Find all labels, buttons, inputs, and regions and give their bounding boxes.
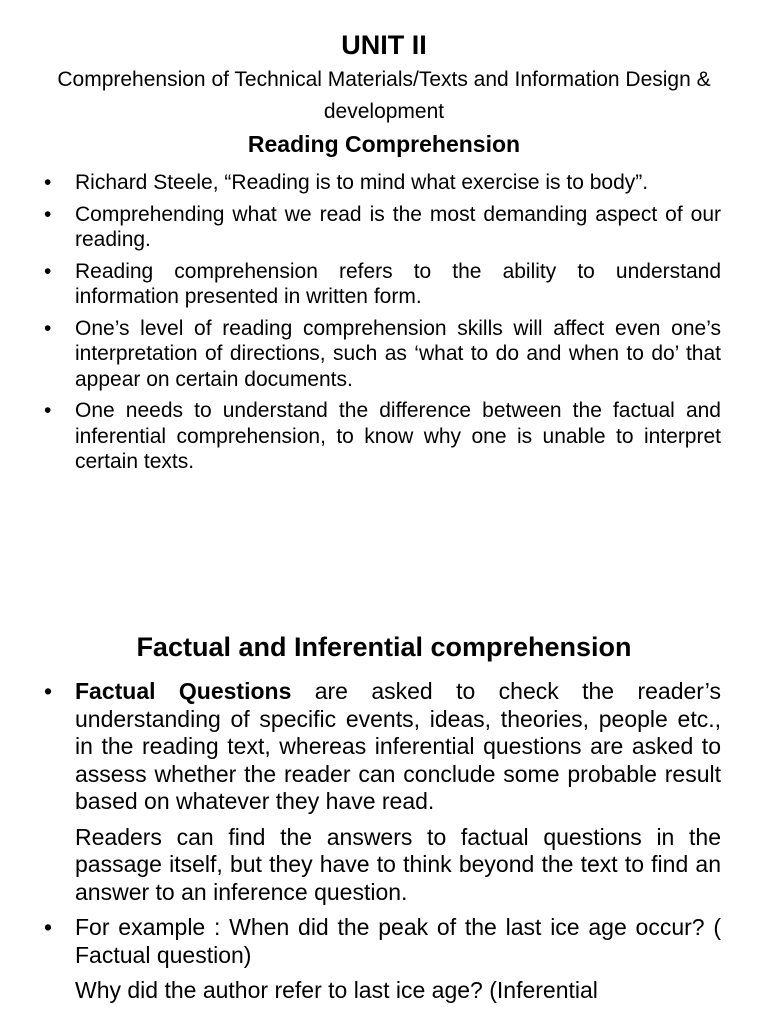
list-item xyxy=(0,170,721,196)
slide-factual-inferential xyxy=(0,610,768,1024)
list-item-continuation xyxy=(0,977,721,1005)
list-item xyxy=(0,259,721,310)
bullet-icon: • xyxy=(44,678,53,704)
list-item xyxy=(0,398,721,475)
list-item xyxy=(0,316,721,393)
list-item xyxy=(0,678,721,816)
bullet-icon: • xyxy=(44,399,52,422)
list-item-text: Richard Steele, “Reading is to mind what exercise is to body”. xyxy=(75,171,649,194)
factual-inferential-heading: Factual and Inferential comprehension xyxy=(136,632,632,662)
list-item-text: For example : When did the peak of the last ice age occur? ( Factual question) xyxy=(75,914,721,968)
bullet-icon: • xyxy=(44,316,52,340)
unit-title: UNIT II xyxy=(341,30,427,60)
list-item-text: are asked to check the reader’s understanding of specific events, ideas, theories, people etc., in the reading text, whereas inferential questions are asked to assess whether the reader can conclude some probable result based on whatever they have read. xyxy=(75,678,721,814)
reading-comprehension-heading: Reading Comprehension xyxy=(247,131,521,157)
list-item-text: One needs to understand the difference between the factual and inferential comprehension, to know why one is unable to interpret certain texts. xyxy=(75,399,721,473)
list-item-text: Comprehending what we read is the most demanding aspect of our reading. xyxy=(75,202,721,251)
list-item-text: One’s level of reading comprehension skills will affect even one’s interpretation of directions, such as ‘what to do and when to do’ that appear on certain documents. xyxy=(75,316,721,391)
bullet-icon: • xyxy=(44,171,52,194)
list-item-text: Reading comprehension refers to the ability to understand information presented in written form. xyxy=(75,259,721,308)
bullet-icon: • xyxy=(44,914,53,940)
unit-subtitle: Comprehension of Technical Materials/Texts and Information Design & development xyxy=(57,68,711,123)
reading-comprehension-list xyxy=(0,170,721,481)
bullet-icon: • xyxy=(44,202,52,226)
list-item-text: Readers can find the answers to factual questions in the passage itself, but they have to think beyond the text to find an answer to an inference question. xyxy=(75,823,721,905)
bullet-icon: • xyxy=(44,259,52,283)
factual-inferential-list xyxy=(0,678,721,1013)
list-item-text: Why did the author refer to last ice age? (Inferential xyxy=(75,977,598,1003)
list-item xyxy=(0,202,721,253)
factual-questions-term: Factual Questions xyxy=(75,678,292,704)
list-item-continuation xyxy=(0,824,721,907)
list-item xyxy=(0,914,721,969)
